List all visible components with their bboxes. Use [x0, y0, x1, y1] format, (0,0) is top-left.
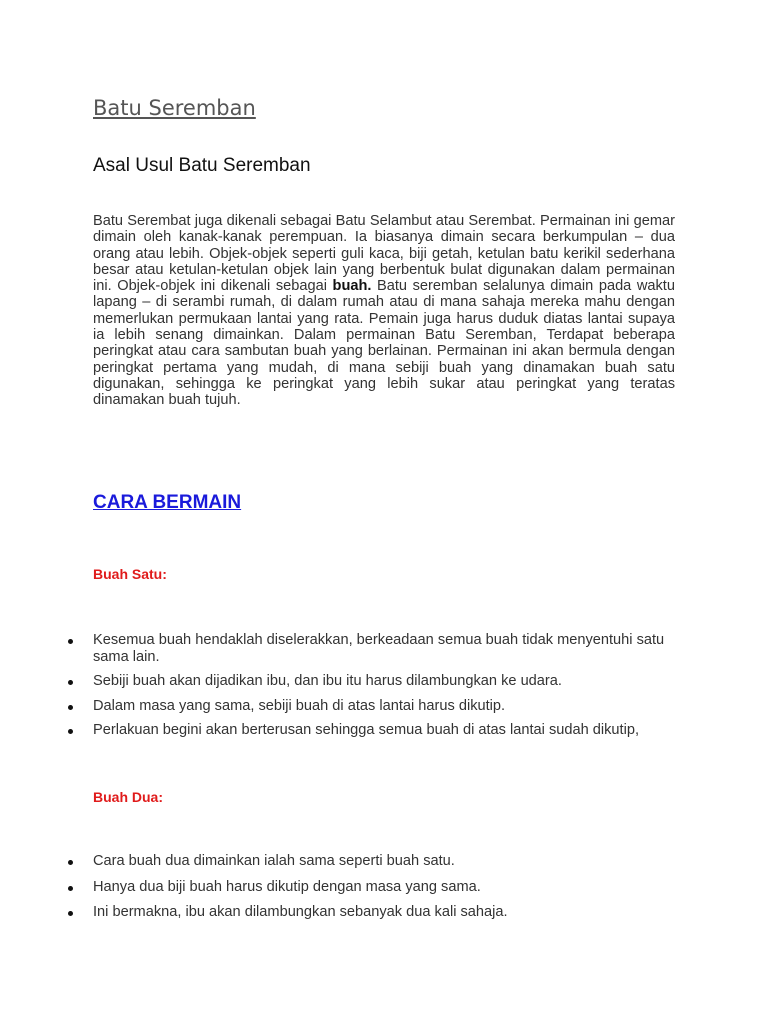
list-item: Sebiji buah akan dijadikan ibu, dan ibu itu harus dilambungkan ke udara. [63, 673, 675, 690]
list-buah-dua [63, 853, 675, 921]
list-item: Dalam masa yang sama, sebiji buah di atas lantai harus dikutip. [63, 698, 675, 715]
intro-text-start: Batu Serembat juga dikenali sebagai Batu Selambut atau Serembat. Permainan ini gemar dimain oleh kanak-kanak perempuan. Ia biasanya dimain secara berkumpulan – dua orang atau lebih. Objek-objek seperti guli kaca, biji getah, ketulan batu kerikil sederhana besar atau ketulan-ketulan objek lain yang berbentuk bulat digunakan dalam permainan ini. Objek-objek ini dikenali sebagai [93, 213, 675, 295]
list-item: Ini bermakna, ibu akan dilambungkan sebanyak dua kali sahaja. [63, 904, 675, 921]
list-item: Kesemua buah hendaklah diselerakkan, berkeadaan semua buah tidak menyentuhi satu sama lain. [63, 632, 675, 665]
list-item: Perlakuan begini akan berterusan sehingga semua buah di atas lantai sudah dikutip, [63, 722, 675, 739]
bullet-icon [68, 705, 73, 710]
bullet-icon [68, 729, 73, 734]
bullet-icon [68, 680, 73, 685]
bullet-icon [68, 860, 73, 865]
list-item: Hanya dua biji buah harus dikutip dengan masa yang sama. [63, 879, 675, 896]
intro-paragraph [93, 213, 675, 409]
intro-bold-term: buah. [332, 278, 372, 295]
bullet-icon [68, 886, 73, 891]
document-subtitle: Asal Usul Batu Seremban [93, 155, 311, 176]
intro-text-end: Batu seremban selalunya dimain pada waktu lapang – di serambi rumah, di dalam rumah atau di mana sahaja mereka mahu dengan memerlukan permukaan lantai yang rata. Pemain juga harus duduk diatas lantai supaya ia lebih senang dimainkan. Dalam permainan Batu Seremban, Terdapat beberapa peringkat atau cara sambutan buah yang berlainan. Permainan ini akan bermula dengan peringkat pertama yang mudah, di mana sebiji buah yang dinamakan buah satu digunakan, sehingga ke peringkat yang lebih sukar atau peringkat yang teratas dinamakan buah tujuh. [93, 278, 675, 409]
bullet-icon [68, 639, 73, 644]
heading-buah-dua: Buah Dua: [93, 789, 163, 805]
heading-buah-satu: Buah Satu: [93, 566, 167, 582]
bullet-icon [68, 911, 73, 916]
list-item: Cara buah dua dimainkan ialah sama seperti buah satu. [63, 853, 675, 870]
section-title-cara-bermain: CARA BERMAIN [93, 492, 242, 513]
document-title: Batu Seremban [93, 96, 256, 120]
list-buah-satu [63, 632, 675, 739]
